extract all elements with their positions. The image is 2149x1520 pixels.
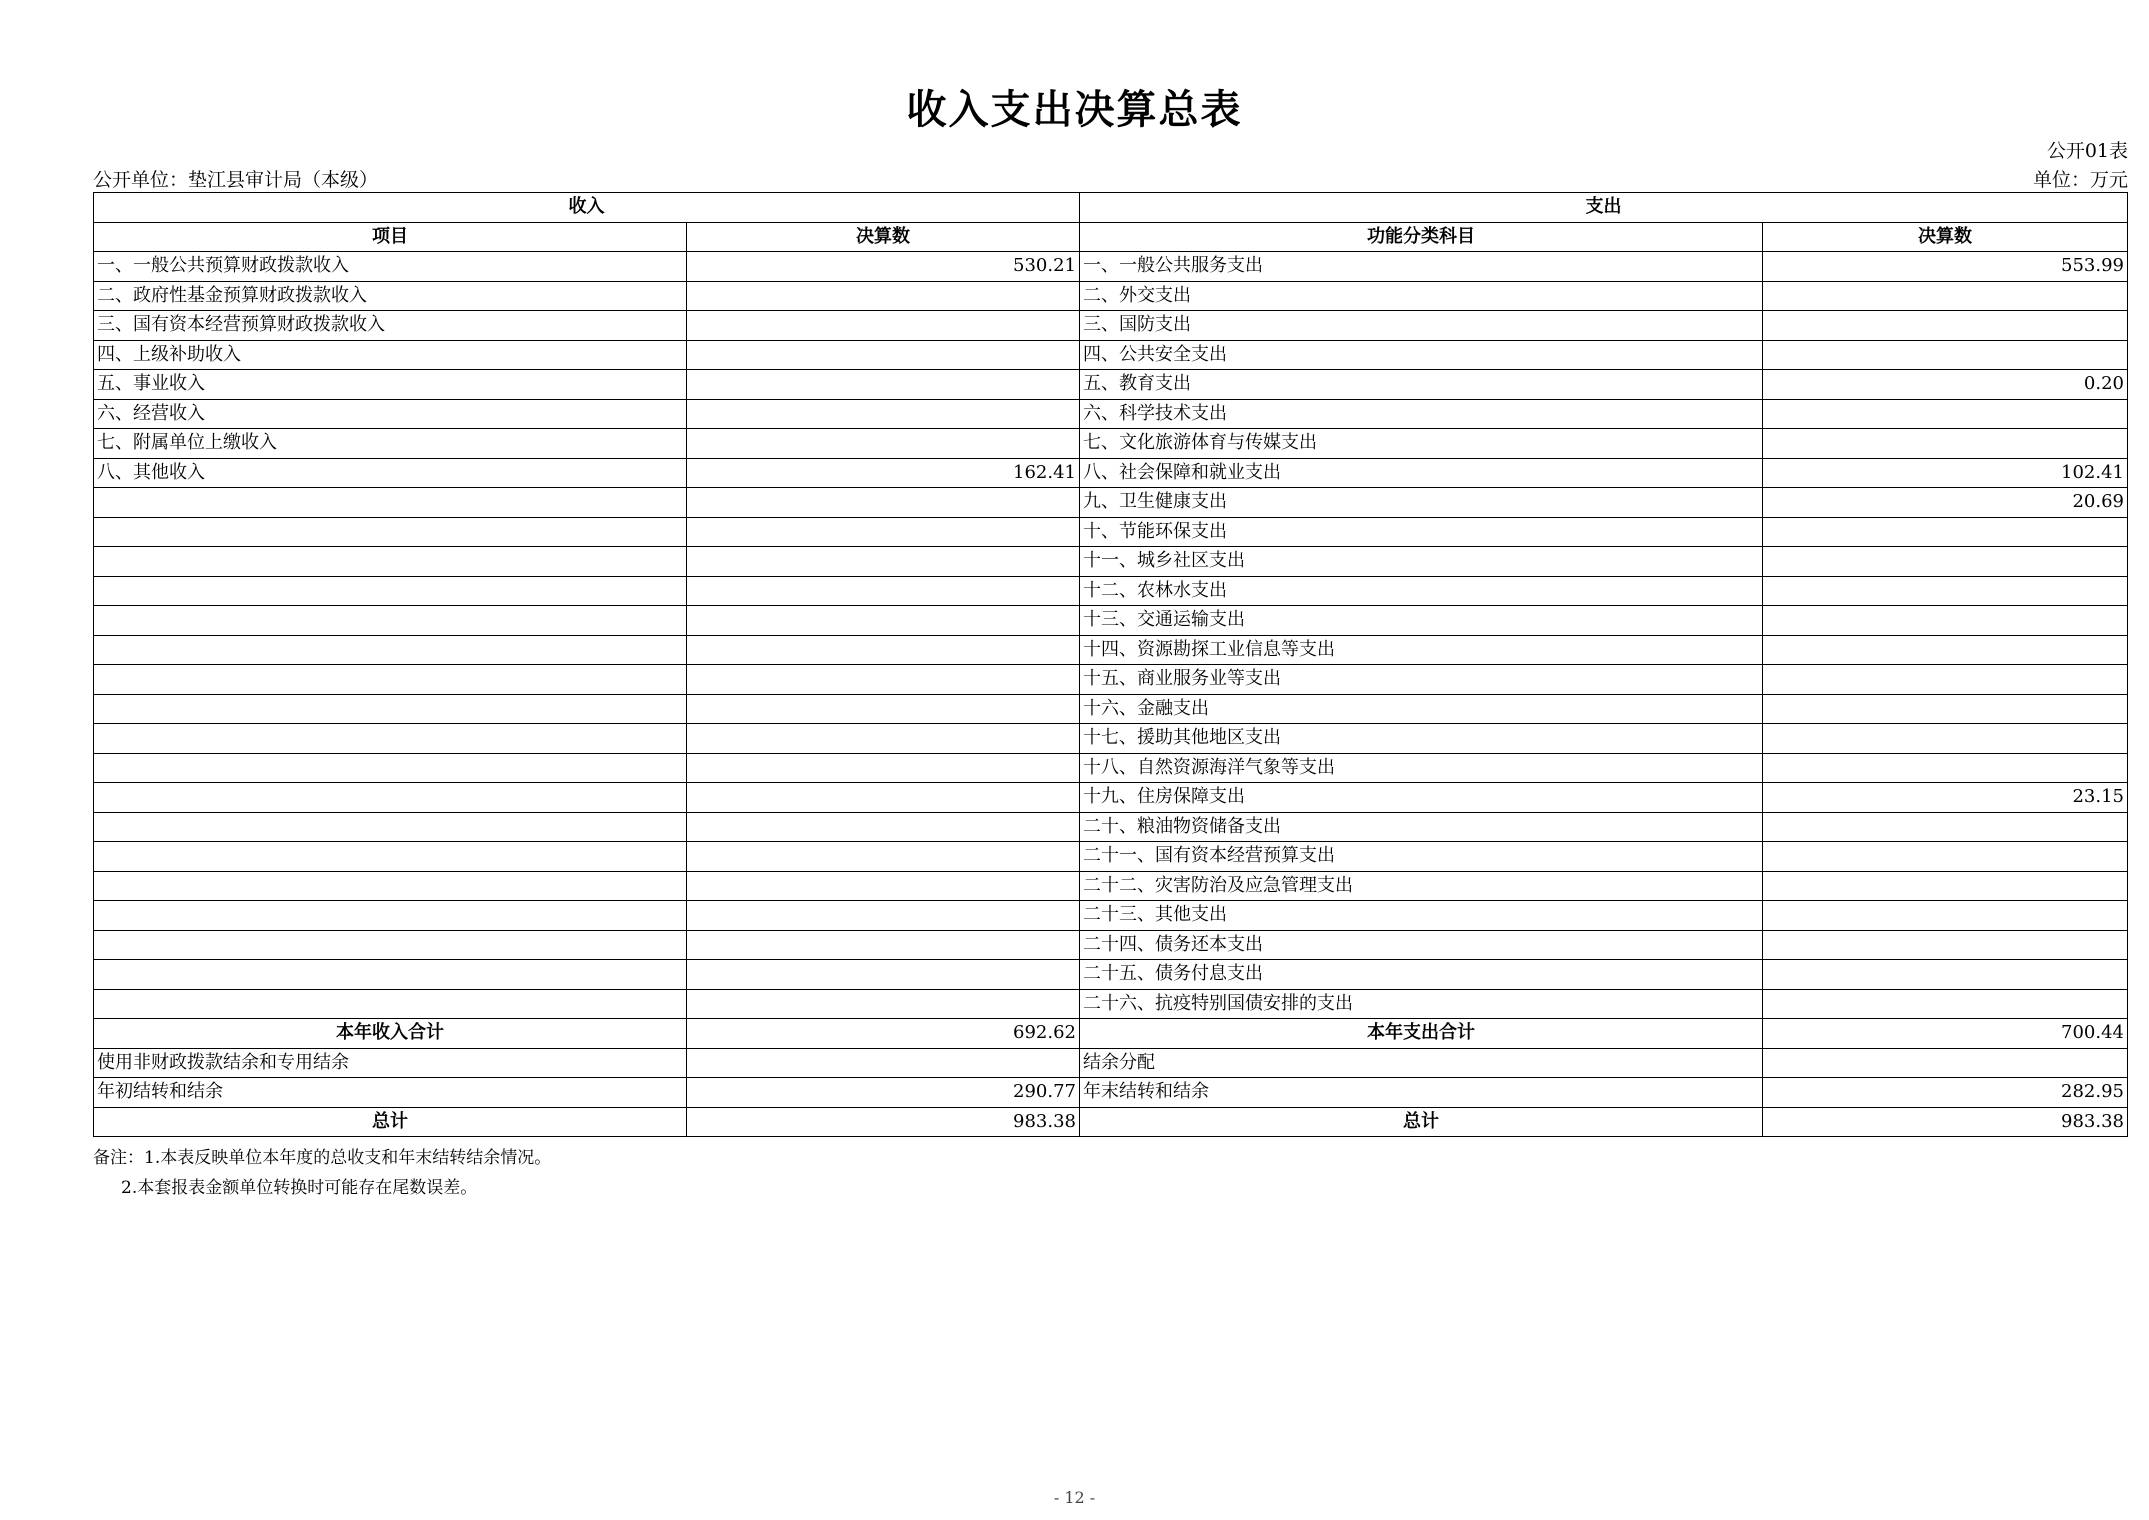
expense-amount-cell <box>1763 399 2128 429</box>
income-item-cell <box>94 871 687 901</box>
form-number: 公开01表 <box>2046 140 2128 162</box>
income-item-cell: 六、经营收入 <box>94 399 687 429</box>
income-amount-cell <box>687 340 1080 370</box>
expense-amount-cell <box>1763 871 2128 901</box>
expense-item-header: 功能分类科目 <box>1080 222 1763 252</box>
expense-amount-cell <box>1763 576 2128 606</box>
income-group-header: 收入 <box>94 193 1080 223</box>
table-row <box>94 517 2128 547</box>
expense-item-cell: 五、教育支出 <box>1080 370 1763 400</box>
table-row <box>94 812 2128 842</box>
expense-item-cell: 十六、金融支出 <box>1080 694 1763 724</box>
expense-item-cell: 二十、粮油物资储备支出 <box>1080 812 1763 842</box>
table-row <box>94 665 2128 695</box>
expense-amount-cell <box>1763 724 2128 754</box>
income-item-cell: 一、一般公共预算财政拨款收入 <box>94 252 687 282</box>
income-item-cell <box>94 930 687 960</box>
income-amount-cell: 162.41 <box>687 458 1080 488</box>
income-amount-cell <box>687 576 1080 606</box>
page-number: - 12 - <box>1053 1488 1096 1507</box>
expense-amount-cell <box>1763 812 2128 842</box>
income-item-cell: 年初结转和结余 <box>94 1078 687 1108</box>
reporting-unit: 公开单位：垫江县审计局（本级） <box>93 169 379 191</box>
table-row <box>94 753 2128 783</box>
table-row <box>94 901 2128 931</box>
income-amount-cell <box>687 783 1080 813</box>
grand-income-total-value: 983.38 <box>687 1107 1080 1137</box>
expense-item-cell: 结余分配 <box>1080 1048 1763 1078</box>
expense-item-cell: 十二、农林水支出 <box>1080 576 1763 606</box>
table-row <box>94 871 2128 901</box>
income-item-cell: 二、政府性基金预算财政拨款收入 <box>94 281 687 311</box>
expense-item-cell: 十、节能环保支出 <box>1080 517 1763 547</box>
currency-unit: 单位：万元 <box>2032 169 2128 191</box>
income-amount-cell <box>687 429 1080 459</box>
grand-total-row <box>94 1107 2128 1137</box>
expense-amount-cell <box>1763 311 2128 341</box>
income-amount-cell: 530.21 <box>687 252 1080 282</box>
page-title: 收入支出决算总表 <box>906 87 1243 133</box>
expense-item-cell: 三、国防支出 <box>1080 311 1763 341</box>
expense-amount-cell <box>1763 547 2128 577</box>
expense-amount-cell <box>1763 429 2128 459</box>
group-header-row <box>94 193 2128 223</box>
income-amount-cell <box>687 842 1080 872</box>
expense-item-cell: 十一、城乡社区支出 <box>1080 547 1763 577</box>
income-item-cell: 使用非财政拨款结余和专用结余 <box>94 1048 687 1078</box>
income-amount-cell: 290.77 <box>687 1078 1080 1108</box>
expense-item-cell: 十五、商业服务业等支出 <box>1080 665 1763 695</box>
income-item-cell <box>94 635 687 665</box>
table-row <box>94 458 2128 488</box>
income-item-cell <box>94 989 687 1019</box>
table-row <box>94 989 2128 1019</box>
income-item-cell <box>94 724 687 754</box>
income-amount-cell <box>687 517 1080 547</box>
income-amount-cell <box>687 1048 1080 1078</box>
column-header-row <box>94 222 2128 252</box>
income-item-cell <box>94 812 687 842</box>
income-amount-cell <box>687 370 1080 400</box>
expense-amount-cell <box>1763 930 2128 960</box>
income-amount-cell <box>687 488 1080 518</box>
expense-item-cell: 二十二、灾害防治及应急管理支出 <box>1080 871 1763 901</box>
expense-item-cell: 七、文化旅游体育与传媒支出 <box>1080 429 1763 459</box>
note-2: 2.本套报表金额单位转换时可能存在尾数误差。 <box>121 1178 478 1198</box>
expense-amount-cell: 102.41 <box>1763 458 2128 488</box>
income-amount-cell <box>687 901 1080 931</box>
income-item-cell: 三、国有资本经营预算财政拨款收入 <box>94 311 687 341</box>
grand-income-total-label: 总计 <box>94 1107 687 1137</box>
income-amount-cell <box>687 724 1080 754</box>
income-amount-cell <box>687 635 1080 665</box>
table-row <box>94 606 2128 636</box>
expense-amount-cell <box>1763 635 2128 665</box>
income-item-cell <box>94 488 687 518</box>
income-item-cell <box>94 547 687 577</box>
income-item-cell <box>94 517 687 547</box>
note-1: 备注：1.本表反映单位本年度的总收支和年末结转结余情况。 <box>93 1148 552 1168</box>
income-item-cell: 五、事业收入 <box>94 370 687 400</box>
expense-group-header: 支出 <box>1080 193 2128 223</box>
income-amount-cell <box>687 694 1080 724</box>
table-row <box>94 842 2128 872</box>
expense-item-cell: 十七、援助其他地区支出 <box>1080 724 1763 754</box>
expense-amount-cell <box>1763 960 2128 990</box>
expense-item-cell: 二十三、其他支出 <box>1080 901 1763 931</box>
income-item-cell <box>94 694 687 724</box>
expense-amount-cell <box>1763 1048 2128 1078</box>
table-row <box>94 547 2128 577</box>
income-amount-cell <box>687 311 1080 341</box>
income-amount-cell <box>687 989 1080 1019</box>
expense-amount-cell <box>1763 340 2128 370</box>
expense-amount-cell: 282.95 <box>1763 1078 2128 1108</box>
income-item-cell: 七、附属单位上缴收入 <box>94 429 687 459</box>
expense-amount-cell <box>1763 901 2128 931</box>
expense-item-cell: 二十一、国有资本经营预算支出 <box>1080 842 1763 872</box>
expense-amount-cell <box>1763 694 2128 724</box>
income-amount-cell <box>687 665 1080 695</box>
income-amount-cell <box>687 547 1080 577</box>
year-income-total-label: 本年收入合计 <box>94 1019 687 1049</box>
expense-item-cell: 六、科学技术支出 <box>1080 399 1763 429</box>
table-row <box>94 694 2128 724</box>
income-amount-header: 决算数 <box>687 222 1080 252</box>
expense-item-cell: 二十六、抗疫特别国债安排的支出 <box>1080 989 1763 1019</box>
income-item-cell <box>94 576 687 606</box>
expense-item-cell: 十三、交通运输支出 <box>1080 606 1763 636</box>
table-row <box>94 724 2128 754</box>
expense-item-cell: 四、公共安全支出 <box>1080 340 1763 370</box>
expense-item-cell: 年末结转和结余 <box>1080 1078 1763 1108</box>
table-row <box>94 960 2128 990</box>
income-amount-cell <box>687 930 1080 960</box>
expense-item-cell: 一、一般公共服务支出 <box>1080 252 1763 282</box>
income-item-cell: 四、上级补助收入 <box>94 340 687 370</box>
expense-item-cell: 二十四、债务还本支出 <box>1080 930 1763 960</box>
table-row <box>94 930 2128 960</box>
table-row <box>94 399 2128 429</box>
expense-amount-cell <box>1763 665 2128 695</box>
income-item-cell <box>94 606 687 636</box>
income-amount-cell <box>687 281 1080 311</box>
expense-item-cell: 九、卫生健康支出 <box>1080 488 1763 518</box>
expense-amount-cell <box>1763 517 2128 547</box>
expense-amount-cell <box>1763 989 2128 1019</box>
table-row <box>94 340 2128 370</box>
expense-item-cell: 十九、住房保障支出 <box>1080 783 1763 813</box>
expense-amount-cell: 20.69 <box>1763 488 2128 518</box>
budget-table <box>93 192 2128 1137</box>
expense-item-cell: 八、社会保障和就业支出 <box>1080 458 1763 488</box>
income-item-cell <box>94 665 687 695</box>
expense-amount-cell <box>1763 842 2128 872</box>
income-amount-cell <box>687 753 1080 783</box>
expense-amount-cell: 0.20 <box>1763 370 2128 400</box>
income-item-cell: 八、其他收入 <box>94 458 687 488</box>
table-row <box>94 635 2128 665</box>
expense-item-cell: 二十五、债务付息支出 <box>1080 960 1763 990</box>
grand-expense-total-label: 总计 <box>1080 1107 1763 1137</box>
table-row <box>94 281 2128 311</box>
income-item-cell <box>94 753 687 783</box>
table-row <box>94 1078 2128 1108</box>
table-row <box>94 783 2128 813</box>
expense-amount-header: 决算数 <box>1763 222 2128 252</box>
table-row <box>94 488 2128 518</box>
income-item-cell <box>94 783 687 813</box>
income-item-cell <box>94 842 687 872</box>
table-row <box>94 311 2128 341</box>
year-expense-total-label: 本年支出合计 <box>1080 1019 1763 1049</box>
table-row <box>94 429 2128 459</box>
income-amount-cell <box>687 399 1080 429</box>
grand-expense-total-value: 983.38 <box>1763 1107 2128 1137</box>
expense-item-cell: 二、外交支出 <box>1080 281 1763 311</box>
year-total-row <box>94 1019 2128 1049</box>
expense-amount-cell: 23.15 <box>1763 783 2128 813</box>
income-item-cell <box>94 901 687 931</box>
expense-amount-cell <box>1763 281 2128 311</box>
expense-item-cell: 十四、资源勘探工业信息等支出 <box>1080 635 1763 665</box>
table-row <box>94 1048 2128 1078</box>
income-item-header: 项目 <box>94 222 687 252</box>
year-expense-total-value: 700.44 <box>1763 1019 2128 1049</box>
notes <box>93 1143 551 1203</box>
income-item-cell <box>94 960 687 990</box>
table-row <box>94 370 2128 400</box>
expense-amount-cell <box>1763 606 2128 636</box>
table-row <box>94 252 2128 282</box>
year-income-total-value: 692.62 <box>687 1019 1080 1049</box>
table-row <box>94 576 2128 606</box>
expense-item-cell: 十八、自然资源海洋气象等支出 <box>1080 753 1763 783</box>
income-amount-cell <box>687 606 1080 636</box>
income-amount-cell <box>687 812 1080 842</box>
income-amount-cell <box>687 960 1080 990</box>
expense-amount-cell: 553.99 <box>1763 252 2128 282</box>
income-amount-cell <box>687 871 1080 901</box>
expense-amount-cell <box>1763 753 2128 783</box>
